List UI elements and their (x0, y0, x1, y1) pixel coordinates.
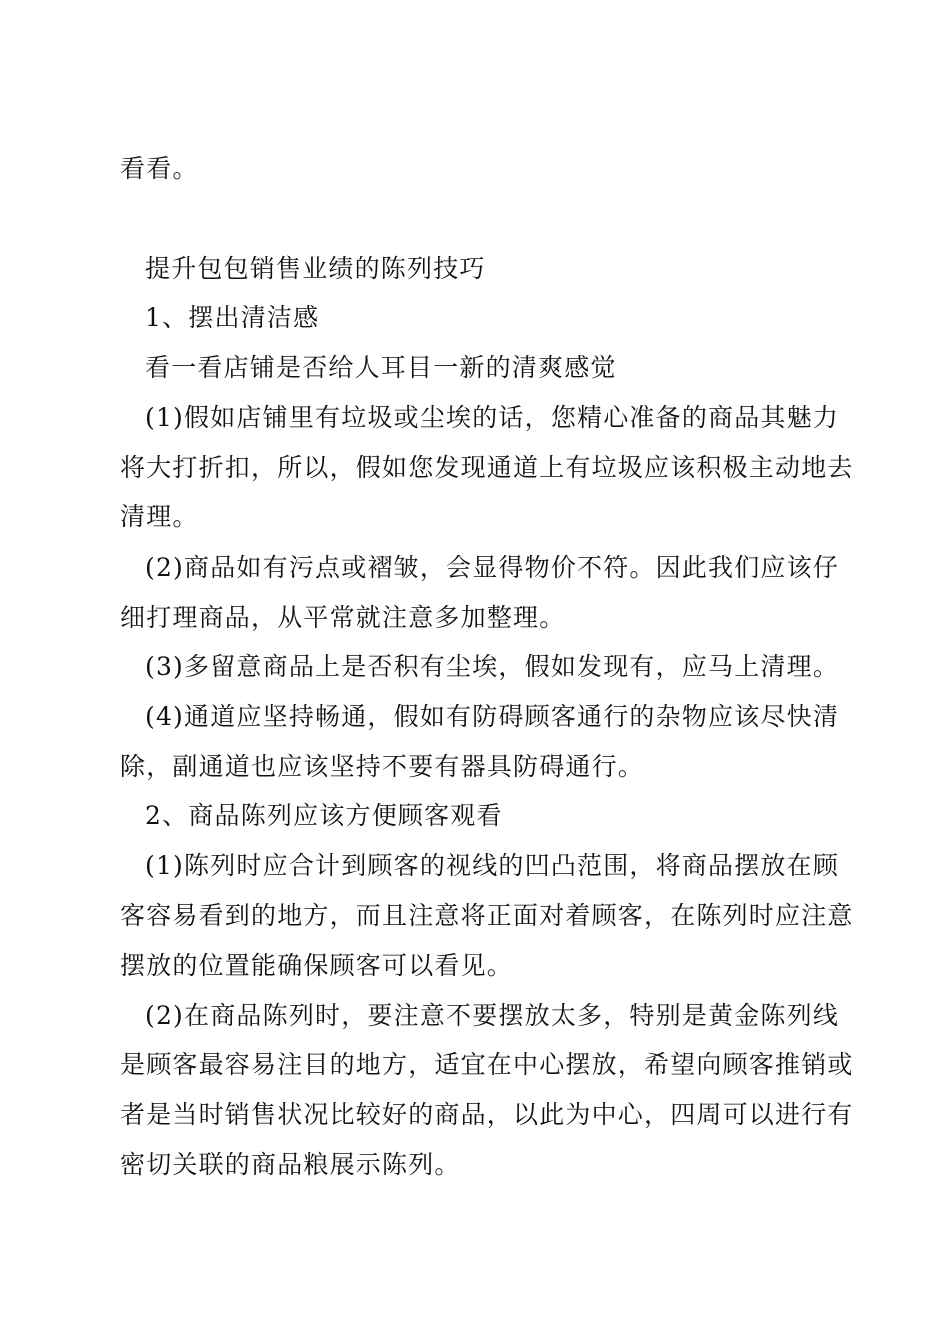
text-line: 看一看店铺是否给人耳目一新的清爽感觉 (145, 353, 617, 382)
text-line: 者是当时销售状况比较好的商品，以此为中心，四周可以进行有 (120, 1100, 854, 1129)
text-line: (1)假如店铺里有垃圾或尘埃的话，您精心准备的商品其魅力 (145, 403, 840, 432)
text-line: 细打理商品，从平常就注意多加整理。 (120, 603, 566, 632)
text-line: 看看。 (120, 154, 199, 183)
text-line: 客容易看到的地方，而且注意将正面对着顾客，在陈列时应注意 (120, 901, 854, 930)
text-line: 是顾客最容易注目的地方，适宜在中心摆放，希望向顾客推销或 (120, 1050, 854, 1079)
text-line: (3)多留意商品上是否积有尘埃，假如发现有，应马上清理。 (145, 652, 840, 681)
text-line: (2)商品如有污点或褶皱，会显得物价不符。因此我们应该仔 (145, 553, 840, 582)
subsection-heading: 1、摆出清洁感 (145, 303, 320, 332)
text-line: (4)通道应坚持畅通，假如有防碍顾客通行的杂物应该尽快清 (145, 702, 840, 731)
text-line: 除，副通道也应该坚持不要有器具防碍通行。 (120, 752, 645, 781)
text-line: 摆放的位置能确保顾客可以看见。 (120, 951, 514, 980)
text-line: (2)在商品陈列时，要注意不要摆放太多，特别是黄金陈列线 (145, 1001, 840, 1030)
text-line: (1)陈列时应合计到顾客的视线的凹凸范围，将商品摆放在顾 (145, 851, 840, 880)
text-line: 密切关联的商品粮展示陈列。 (120, 1150, 461, 1179)
section-heading: 提升包包销售业绩的陈列技巧 (145, 254, 486, 283)
text-line: 将大打折扣，所以，假如您发现通道上有垃圾应该积极主动地去 (120, 453, 854, 482)
subsection-heading: 2、商品陈列应该方便顾客观看 (145, 801, 503, 830)
text-line: 清理。 (120, 502, 199, 531)
